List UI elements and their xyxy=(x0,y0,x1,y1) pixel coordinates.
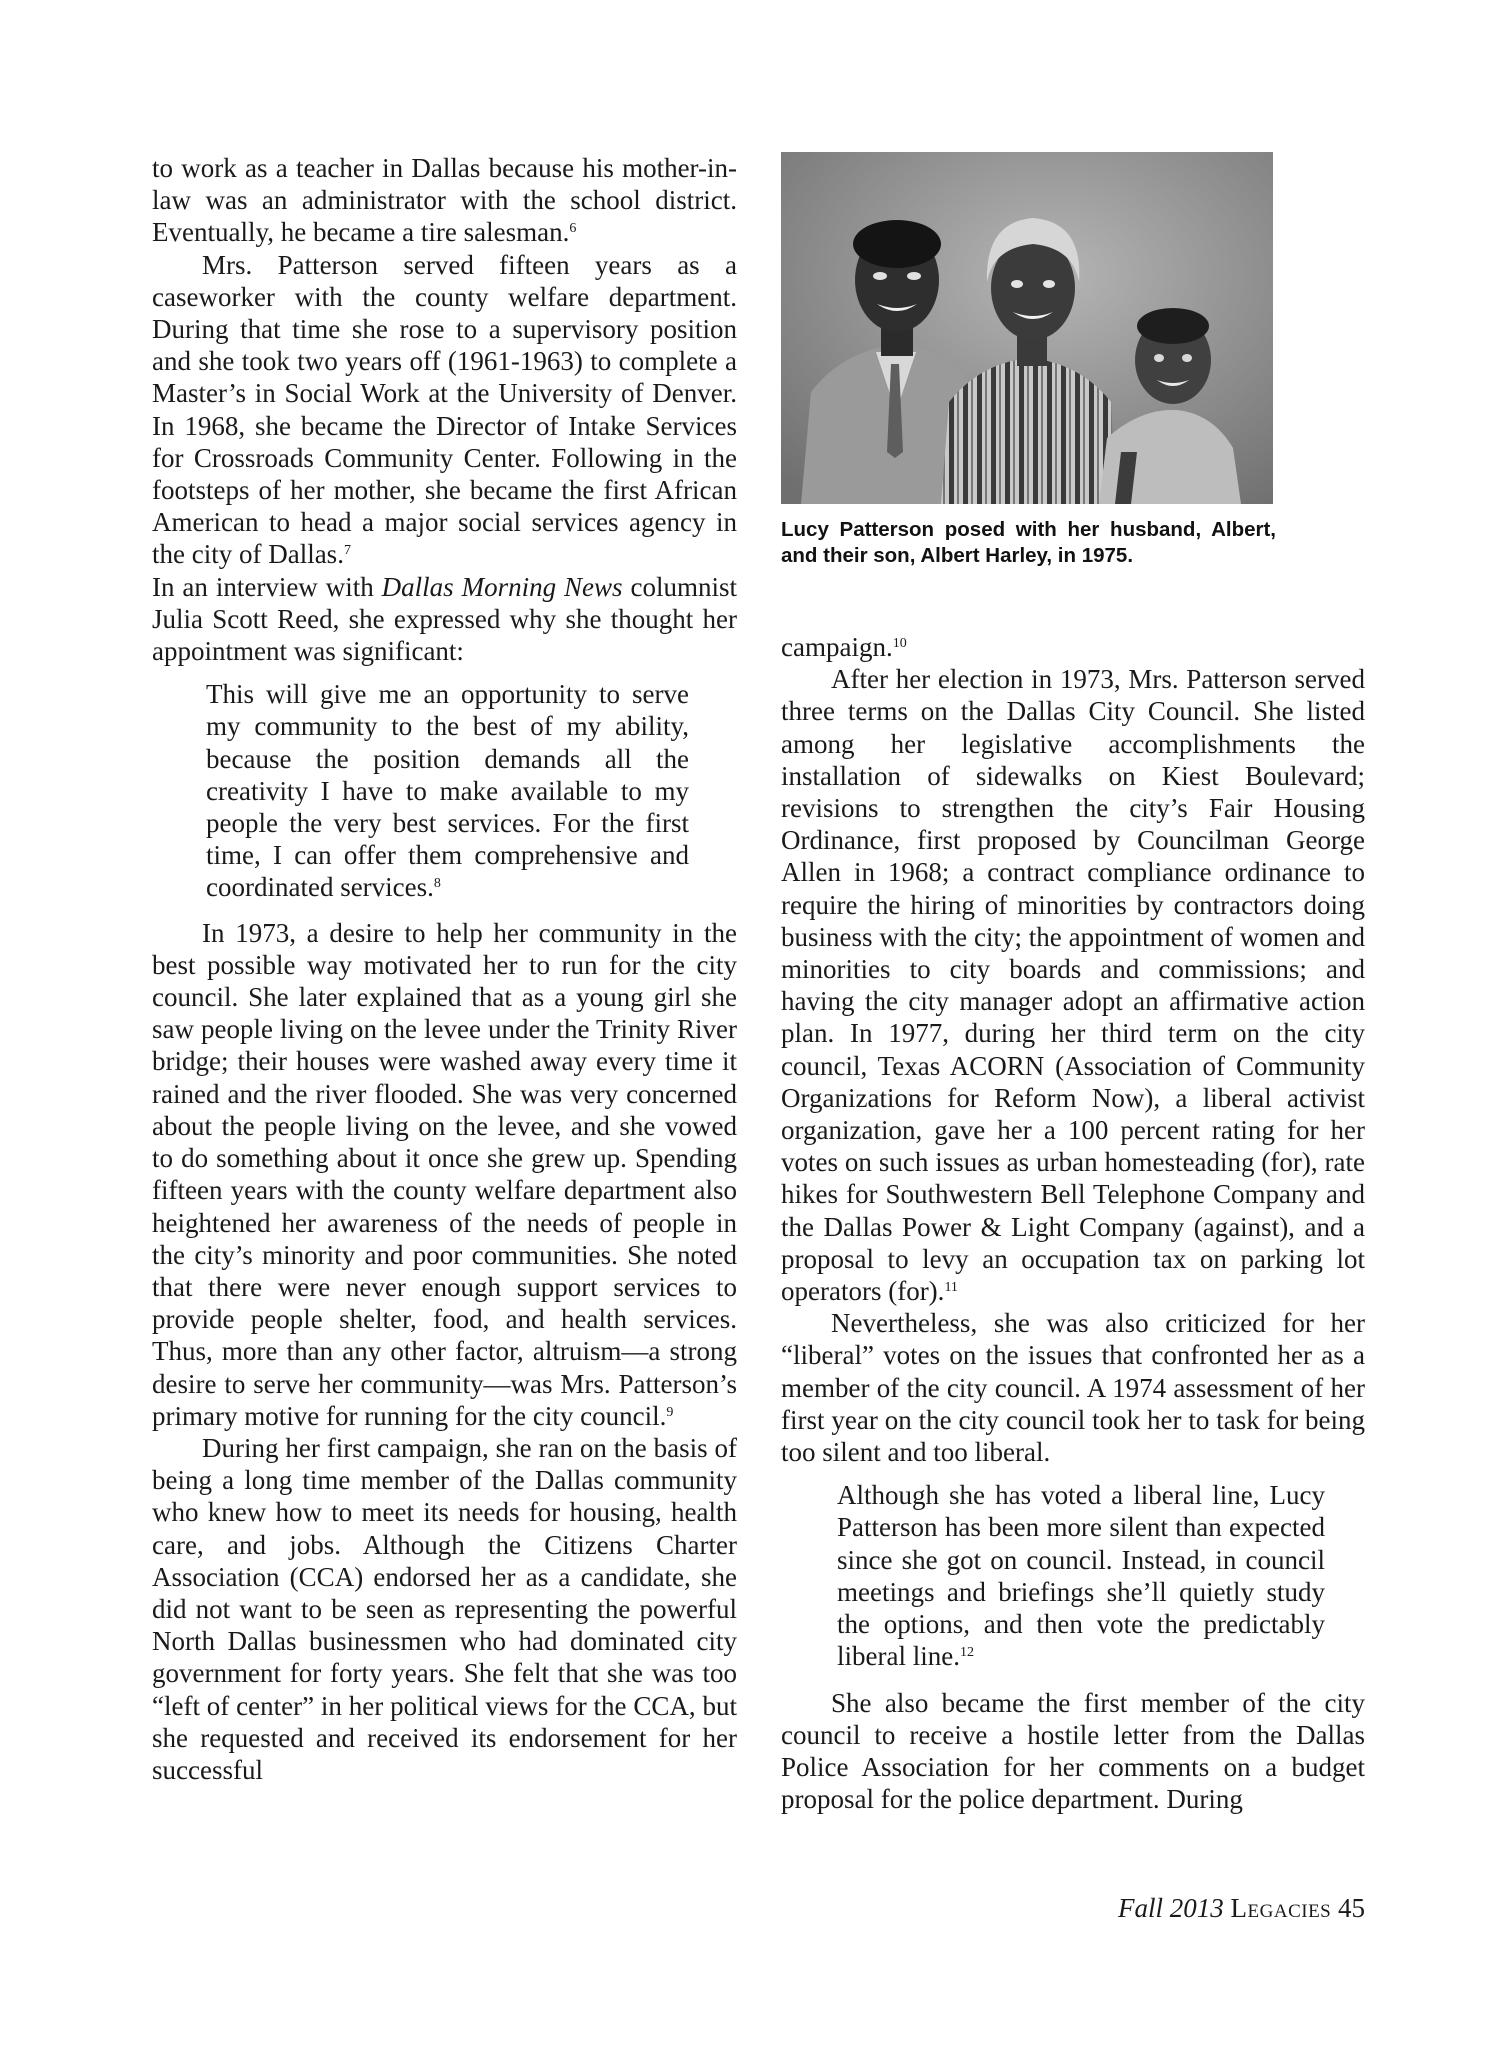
publication-title: Dallas Morning News xyxy=(381,571,623,602)
paragraph: Mrs. Patterson served fifteen years as a caseworker with the county welfare department. During that time she rose to a supervisory position and she took two years off (1961-1963) to complete a Master’s in Social Work at the University of Denver. In 1968, she became the Director of Intake Services for Crossroads Community Center. Following in the footsteps of her mother, she became the first African American to head a major social services agency in the city of Dallas.$^7$ xyxy=(152,249,737,570)
page-number: 45 xyxy=(1338,1893,1365,1923)
family-photo-illustration xyxy=(781,152,1273,504)
photo-caption: Lucy Patterson posed with her husband, Albert, and their son, Albert Harley, in 1975. xyxy=(781,518,1276,567)
paragraph: Nevertheless, she was also criticized for her “liberal” votes on the issues that confronted her as a member of the city council. A 1974 assessment of her first year on the city council took her to task for being too silent and too liberal. xyxy=(781,1308,1365,1468)
paragraph: After her election in 1973, Mrs. Patterson served three terms on the Dallas City Council. She listed among her legislative accomplishments the installation of sidewalks on Kiest Boulevard; revisions to strengthen the city’s Fair Housing Ordinance, first proposed by Councilman George Allen in 1968; a contract compliance ordinance to require the hiring of minorities by contractors doing business with the city; the appointment of women and minorities to city boards and commissions; and having the city manager adopt an affirmative action plan. In 1977, during her third term on the city council, Texas ACORN (Association of Community Organizations for Reform Now), a liberal activist organization, gave her a 100 percent rating for her votes on such issues as urban homesteading (for), rate hikes for Southwestern Bell Telephone Company and the Dallas Power & Light Company (against), and a proposal to levy an occupation tax on parking lot operators (for).$^{11}$ xyxy=(781,664,1365,1307)
paragraph: She also became the first member of the city council to receive a hostile letter from the Dallas Police Association for her comments on a budget proposal for the police department. During xyxy=(781,1687,1365,1815)
footnote-ref: 11 xyxy=(944,1280,958,1296)
paragraph: In 1973, a desire to help her community in the best possible way motivated her to run for the city council. She later explained that as a young girl she saw people living on the levee under the Trinity River bridge; their houses were washed away every time it rained and the river flooded. She was very concerned about the people living on the levee, and she vowed to do something about it once she grew up. Spending fifteen years with the county welfare department also heightened her awareness of the needs of people in the city’s minority and poor communities. She noted that there were never enough support services to provide people shelter, food, and health services. Thus, more than any other factor, altruism—a strong desire to serve her community—was Mrs. Patterson’s primary motive for running for the city council.$^9$ xyxy=(152,917,737,1431)
paragraph: In an interview with Dallas Morning News columnist Julia Scott Reed, she expressed why she thought her appointment was significant: xyxy=(152,571,737,667)
paragraph: campaign.$^{10}$ xyxy=(781,632,907,662)
footnote-ref: 6 xyxy=(569,221,577,237)
family-photo xyxy=(781,152,1273,504)
paragraph: During her first campaign, she ran on the basis of being a long time member of the Dallas community who knew how to meet its needs for housing, health care, and jobs. Although the Citizens Charter Association (CCA) endorsed her as a candidate, she did not want to be seen as representing the powerful North Dallas businessmen who had dominated city government for forty years. She felt that she was too “left of center” in her political views for the CCA, but she requested and received its endorsement for her successful xyxy=(152,1432,737,1785)
block-quote: Although she has voted a liberal line, Lucy Patterson has been more silent than expected since she got on council. Instead, in council meetings and briefings she’ll quietly study the options, and then vote the predictably liberal line.$^{12}$ xyxy=(837,1480,1325,1672)
issue-label: Fall 2013 xyxy=(1118,1893,1224,1923)
page-footer xyxy=(1103,1893,1365,1924)
footnote-ref: 8 xyxy=(433,876,441,892)
left-column xyxy=(152,152,737,1786)
block-quote: This will give me an opportunity to serve my community to the best of my ability, because the position demands all the creativity I have to make available to my people the very best services. For the first time, I can offer them comprehensive and coordinated services.$^8$ xyxy=(206,679,689,903)
footnote-ref: 10 xyxy=(892,636,907,651)
footnote-ref: 12 xyxy=(959,1645,974,1661)
journal-name: Legacies xyxy=(1230,1893,1332,1923)
right-column xyxy=(781,631,1365,1815)
footnote-ref: 9 xyxy=(666,1404,674,1420)
footnote-ref: 7 xyxy=(343,543,351,559)
paragraph: to work as a teacher in Dallas because his mother-in-law was an administrator with the school district. Eventually, he became a tire salesman.$^6$ xyxy=(152,153,737,248)
